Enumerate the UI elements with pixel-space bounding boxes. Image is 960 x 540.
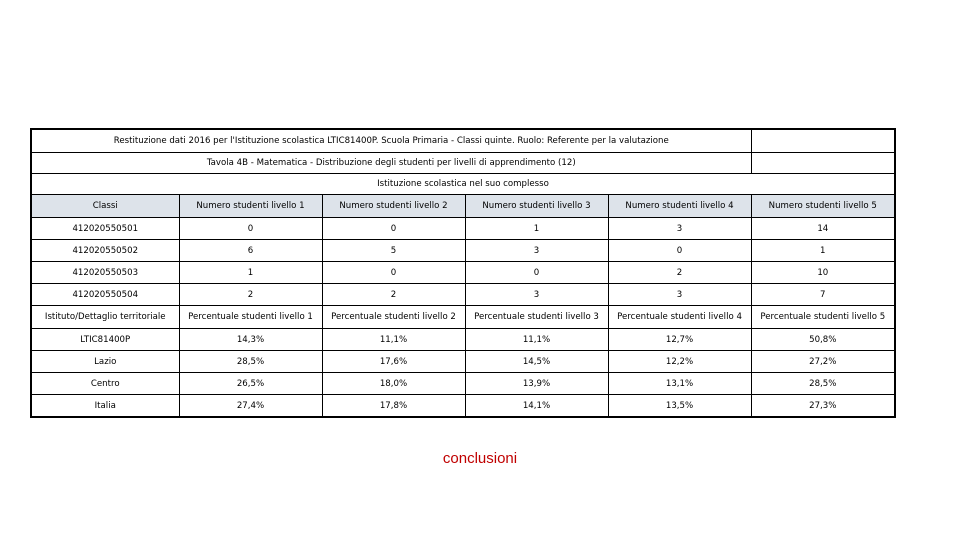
table-cell: 0 bbox=[179, 218, 322, 240]
table-cell: 1 bbox=[465, 218, 608, 240]
table-cell: 13,1% bbox=[608, 373, 751, 395]
table-cell: 412020550503 bbox=[31, 262, 179, 284]
table-cell: 12,2% bbox=[608, 351, 751, 373]
section-row bbox=[31, 174, 895, 195]
table-cell: 11,1% bbox=[322, 329, 465, 351]
subtitle-side-cell bbox=[751, 153, 895, 174]
table-cell: 0 bbox=[608, 240, 751, 262]
table-cell: 27,2% bbox=[751, 351, 895, 373]
table-cell: 2 bbox=[179, 284, 322, 306]
table-cell: 13,9% bbox=[465, 373, 608, 395]
table-cell: 412020550502 bbox=[31, 240, 179, 262]
table-row bbox=[31, 329, 895, 351]
table-title: Restituzione dati 2016 per l'Istituzione scolastica LTIC81400P. Scuola Primaria - Classi quinte. Ruolo: Referente per la valutazione bbox=[31, 129, 751, 153]
class-header-row bbox=[31, 195, 895, 218]
territory-header-row bbox=[31, 306, 895, 329]
table-cell: 2 bbox=[608, 262, 751, 284]
table-row bbox=[31, 240, 895, 262]
table-cell: 3 bbox=[465, 240, 608, 262]
section-label: Istituzione scolastica nel suo complesso bbox=[31, 174, 895, 195]
table-cell: 3 bbox=[608, 284, 751, 306]
header-cell: Percentuale studenti livello 1 bbox=[179, 306, 322, 329]
table-row bbox=[31, 373, 895, 395]
table-cell: 0 bbox=[322, 218, 465, 240]
table-cell: 14,5% bbox=[465, 351, 608, 373]
table-cell: 1 bbox=[179, 262, 322, 284]
table-cell: Lazio bbox=[31, 351, 179, 373]
header-cell: Numero studenti livello 3 bbox=[465, 195, 608, 218]
table-cell: 412020550501 bbox=[31, 218, 179, 240]
table-cell: 3 bbox=[465, 284, 608, 306]
table-cell: 1 bbox=[751, 240, 895, 262]
header-cell: Percentuale studenti livello 3 bbox=[465, 306, 608, 329]
table-subtitle: Tavola 4B - Matematica - Distribuzione degli studenti per livelli di apprendimento (12) bbox=[31, 153, 751, 174]
conclusioni-link[interactable]: conclusioni bbox=[442, 450, 518, 467]
table-cell: 28,5% bbox=[751, 373, 895, 395]
table-cell: Italia bbox=[31, 395, 179, 418]
header-cell: Percentuale studenti livello 2 bbox=[322, 306, 465, 329]
table-cell: 27,4% bbox=[179, 395, 322, 418]
title-side-cell bbox=[751, 129, 895, 153]
table-cell: LTIC81400P bbox=[31, 329, 179, 351]
table-cell: 28,5% bbox=[179, 351, 322, 373]
table-cell: 6 bbox=[179, 240, 322, 262]
table-cell: 2 bbox=[322, 284, 465, 306]
header-cell: Classi bbox=[31, 195, 179, 218]
subtitle-row bbox=[31, 153, 895, 174]
header-cell: Numero studenti livello 1 bbox=[179, 195, 322, 218]
header-cell: Istituto/Dettaglio territoriale bbox=[31, 306, 179, 329]
table-cell: 18,0% bbox=[322, 373, 465, 395]
table-cell: 50,8% bbox=[751, 329, 895, 351]
header-cell: Numero studenti livello 5 bbox=[751, 195, 895, 218]
table-cell: 14 bbox=[751, 218, 895, 240]
table-cell: 0 bbox=[465, 262, 608, 284]
table-cell: 27,3% bbox=[751, 395, 895, 418]
table-cell: 14,1% bbox=[465, 395, 608, 418]
table-cell: 17,8% bbox=[322, 395, 465, 418]
table-cell: 0 bbox=[322, 262, 465, 284]
table-cell: 26,5% bbox=[179, 373, 322, 395]
table-cell: 10 bbox=[751, 262, 895, 284]
table-cell: 17,6% bbox=[322, 351, 465, 373]
table-cell: 11,1% bbox=[465, 329, 608, 351]
table-row bbox=[31, 351, 895, 373]
header-cell: Percentuale studenti livello 5 bbox=[751, 306, 895, 329]
header-cell: Numero studenti livello 2 bbox=[322, 195, 465, 218]
header-cell: Numero studenti livello 4 bbox=[608, 195, 751, 218]
table-row bbox=[31, 284, 895, 306]
table-row bbox=[31, 218, 895, 240]
results-table bbox=[30, 128, 896, 418]
table-cell: 7 bbox=[751, 284, 895, 306]
table-cell: Centro bbox=[31, 373, 179, 395]
header-cell: Percentuale studenti livello 4 bbox=[608, 306, 751, 329]
table-cell: 5 bbox=[322, 240, 465, 262]
table-cell: 3 bbox=[608, 218, 751, 240]
table-cell: 412020550504 bbox=[31, 284, 179, 306]
table-row bbox=[31, 395, 895, 418]
table-row bbox=[31, 262, 895, 284]
table-cell: 12,7% bbox=[608, 329, 751, 351]
title-row bbox=[31, 129, 895, 153]
table-cell: 13,5% bbox=[608, 395, 751, 418]
table-cell: 14,3% bbox=[179, 329, 322, 351]
